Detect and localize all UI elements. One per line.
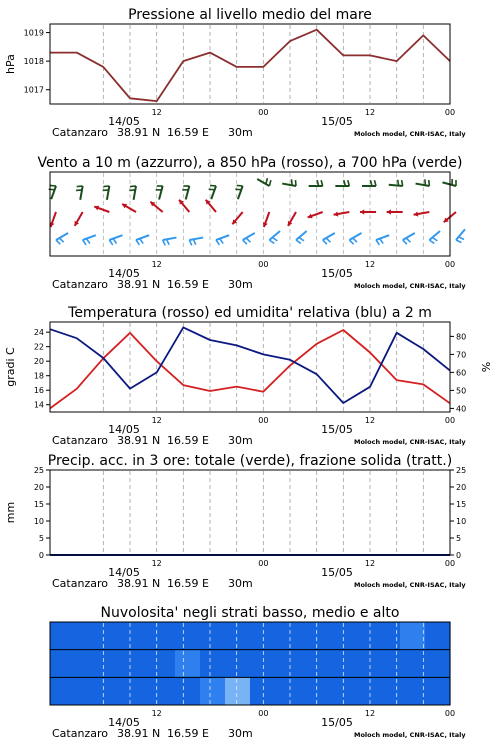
hour-tick-label: 00 xyxy=(444,416,456,425)
wind-barb-10m xyxy=(269,231,280,243)
wind-barb-feather xyxy=(425,179,426,185)
wind-barb-10m xyxy=(163,238,177,246)
wind-barb-shaft xyxy=(216,235,229,240)
model-credit: Moloch model, CNR-ISAC, Italy xyxy=(354,731,466,739)
cloud-cell-medio xyxy=(175,650,201,678)
cloud-cell-alto xyxy=(300,622,326,650)
precip-ytick-label: 5 xyxy=(38,534,44,543)
wind-barb-feather xyxy=(59,238,63,242)
hour-tick-label: 00 xyxy=(258,709,269,718)
wind-barb-feather xyxy=(209,189,215,190)
station-longitude: 16.59 E xyxy=(167,434,209,447)
wind-barb-700hpa xyxy=(257,178,271,186)
wind-barb-feather xyxy=(216,240,219,245)
hour-tick-label: 12 xyxy=(151,559,162,568)
hour-tick-label: 12 xyxy=(151,416,162,425)
hour-tick-label: 00 xyxy=(444,709,456,718)
hour-tick-label: 00 xyxy=(444,108,456,117)
wind-barb-shaft xyxy=(83,235,96,240)
hour-tick-label: 12 xyxy=(364,416,376,425)
cloud-cell-medio xyxy=(425,650,451,678)
temperature-ylabel: gradi C xyxy=(4,347,17,387)
wind-barb-10m xyxy=(456,229,465,242)
wind-barb-10m xyxy=(429,231,440,243)
date-label: 14/05 xyxy=(108,716,140,729)
wind-barb-head xyxy=(387,209,391,214)
wind-barb-shaft xyxy=(403,233,415,240)
chart-title: Nuvolosita' negli strati basso, medio e alto xyxy=(100,605,400,621)
wind-barb-shaft xyxy=(109,235,122,240)
cloud-cell-medio xyxy=(250,650,276,678)
wind-barb-feather xyxy=(349,240,353,244)
wind-barb-850hpa xyxy=(334,211,350,216)
wind-barb-feather xyxy=(459,237,464,240)
wind-barb-feather xyxy=(299,237,304,240)
wind-barb-feather xyxy=(83,240,86,245)
station-altitude: 30m xyxy=(228,577,253,590)
chart-title: Pressione al livello medio del mare xyxy=(128,7,372,23)
wind-barb-shaft xyxy=(56,233,68,240)
precip-ytick-label-right: 15 xyxy=(456,500,467,509)
wind-barb-10m xyxy=(136,235,149,245)
wind-barb-feather xyxy=(406,238,410,242)
cloud-cell-basso xyxy=(75,677,101,705)
date-label: 15/05 xyxy=(321,115,353,128)
hour-tick-label: 12 xyxy=(151,260,162,269)
wind-barb-850hpa xyxy=(94,206,109,212)
hour-tick-label: 00 xyxy=(258,559,269,568)
wind-barb-850hpa xyxy=(263,212,269,227)
wind-barb-feather xyxy=(210,185,216,186)
precip-ytick-label: 20 xyxy=(33,483,44,492)
humidity-ytick-label-right: 40 xyxy=(456,404,467,414)
wind-barb-shaft xyxy=(376,235,389,240)
cloud-cell-medio xyxy=(100,650,126,678)
wind-barb-shaft xyxy=(186,186,190,200)
wind-barb-feather xyxy=(246,238,250,242)
wind-barb-10m xyxy=(216,235,229,245)
wind-barb-feather xyxy=(235,189,241,190)
pressure-ytick-label: 1019 xyxy=(23,28,44,38)
cloud-cell-medio xyxy=(50,650,76,678)
station-latitude: 38.91 N xyxy=(117,727,161,740)
hour-tick-label: 00 xyxy=(258,108,269,117)
wind-barb-10m xyxy=(349,233,361,244)
wind-barb-shaft xyxy=(238,186,243,199)
station-name: Catanzaro xyxy=(52,727,108,740)
humidity-ytick-label-right: 70 xyxy=(456,350,467,360)
pressure-line xyxy=(50,30,450,101)
station-latitude: 38.91 N xyxy=(117,434,161,447)
cloud-cell-basso xyxy=(100,677,126,705)
wind-barb-feather xyxy=(167,239,170,244)
wind-barb-850hpa xyxy=(360,209,376,214)
wind-barb-850hpa xyxy=(179,200,189,212)
wind-barb-shaft xyxy=(323,233,335,240)
wind-barb-shaft xyxy=(416,184,430,186)
wind-barb-shaft xyxy=(282,184,296,186)
hour-tick-label: 12 xyxy=(364,559,376,568)
cloud-cell-alto xyxy=(100,622,126,650)
wind-barb-shaft xyxy=(80,186,82,200)
wind-barb-feather xyxy=(429,240,434,243)
cloud-cell-medio xyxy=(75,650,101,678)
cloud-cell-alto xyxy=(150,622,176,650)
precip-ytick-label-right: 25 xyxy=(456,466,467,475)
wind-barb-feather xyxy=(189,240,192,245)
cloud-cell-alto xyxy=(325,622,351,650)
cloud-cell-medio xyxy=(150,650,176,678)
cloud-cell-alto xyxy=(175,622,201,650)
cloud-cell-alto xyxy=(125,622,151,650)
wind-barb-850hpa xyxy=(75,212,83,226)
cloud-cell-basso xyxy=(175,677,201,705)
precip-ytick-label: 10 xyxy=(33,517,44,526)
hour-tick-label: 00 xyxy=(258,260,269,269)
cloud-cell-basso xyxy=(150,677,176,705)
wind-barb-shaft xyxy=(107,186,109,200)
wind-barb-head xyxy=(360,209,364,214)
station-name: Catanzaro xyxy=(52,126,108,139)
hour-tick-label: 12 xyxy=(364,260,376,269)
wind-barb-feather xyxy=(76,190,82,191)
pressure-frame xyxy=(50,24,450,104)
wind-barb-700hpa xyxy=(282,179,296,186)
wind-barb-feather xyxy=(269,240,274,243)
precip-ytick-label-right: 0 xyxy=(456,551,462,560)
wind-barb-10m xyxy=(323,233,335,244)
cloud-cell-basso xyxy=(350,677,376,705)
date-label: 15/05 xyxy=(321,566,353,579)
cloud-cell-alto xyxy=(75,622,101,650)
temperature-ytick-label: 22 xyxy=(33,342,44,352)
hour-tick-label: 12 xyxy=(151,108,162,117)
wind-barb-700hpa xyxy=(362,180,376,186)
wind-barb-feather xyxy=(243,240,247,244)
wind-barb-850hpa xyxy=(414,211,430,216)
cloud-cell-basso xyxy=(125,677,151,705)
wind-barb-feather xyxy=(130,186,136,187)
hour-tick-label: 00 xyxy=(444,559,456,568)
date-label: 14/05 xyxy=(108,267,140,280)
wind-barb-850hpa xyxy=(122,204,136,212)
pressure-ytick-label: 1017 xyxy=(23,85,44,95)
station-latitude: 38.91 N xyxy=(117,278,161,291)
wind-barb-feather xyxy=(220,239,223,244)
hour-tick-label: 12 xyxy=(151,709,162,718)
cloud-cell-medio xyxy=(300,650,326,678)
cloud-cell-medio xyxy=(325,650,351,678)
cloud-cell-alto xyxy=(225,622,251,650)
cloud-cell-alto xyxy=(350,622,376,650)
temperature-ytick-label: 20 xyxy=(33,357,44,367)
hour-tick-label: 00 xyxy=(444,260,456,269)
wind-barb-shaft xyxy=(442,182,456,186)
wind-barb-700hpa xyxy=(416,179,430,186)
wind-barb-feather xyxy=(326,238,330,242)
temperature-ytick-label: 24 xyxy=(33,328,44,338)
temperature-ytick-label: 18 xyxy=(33,371,44,381)
wind-barb-feather xyxy=(266,178,268,184)
wind-barb-850hpa xyxy=(308,212,323,218)
cloud-cell-basso xyxy=(50,677,76,705)
humidity-ytick-label-right: 50 xyxy=(456,386,467,396)
wind-barb-feather xyxy=(103,190,109,191)
wind-barb-feather xyxy=(113,239,116,244)
wind-barb-700hpa xyxy=(389,180,403,186)
cloud-cell-medio xyxy=(200,650,226,678)
wind-barb-850hpa xyxy=(50,212,56,227)
wind-barb-shaft xyxy=(389,185,403,186)
cloud-cell-medio xyxy=(275,650,301,678)
model-credit: Moloch model, CNR-ISAC, Italy xyxy=(354,282,466,290)
pressure-ytick-label: 1018 xyxy=(23,57,44,67)
station-altitude: 30m xyxy=(228,727,253,740)
wind-barb-shaft xyxy=(189,238,203,240)
wind-barb-feather xyxy=(296,240,301,243)
station-longitude: 16.59 E xyxy=(167,577,209,590)
wind-barb-feather xyxy=(429,180,430,186)
precip-ytick-label: 0 xyxy=(38,551,44,560)
date-label: 15/05 xyxy=(321,267,353,280)
humidity-line xyxy=(50,327,450,403)
pressure-ylabel: hPa xyxy=(4,54,17,74)
wind-barb-feather xyxy=(193,239,196,244)
precip-ytick-label-right: 20 xyxy=(456,483,467,492)
precip-ylabel: mm xyxy=(4,501,17,524)
station-longitude: 16.59 E xyxy=(167,727,209,740)
precip-ytick-label: 25 xyxy=(33,466,44,475)
wind-barb-feather xyxy=(432,237,437,240)
date-label: 14/05 xyxy=(108,115,140,128)
wind-barb-feather xyxy=(269,180,271,186)
cloud-cell-alto xyxy=(200,622,226,650)
wind-barb-850hpa xyxy=(387,209,403,214)
cloud-cell-medio xyxy=(225,650,251,678)
cloud-cell-alto xyxy=(425,622,451,650)
cloud-cell-basso xyxy=(400,677,426,705)
wind-barb-700hpa xyxy=(309,180,323,186)
chart-title: Temperatura (rosso) ed umidita' relativa (blu) a 2 m xyxy=(68,305,432,321)
wind-barb-feather xyxy=(136,240,139,245)
wind-barb-feather xyxy=(295,180,296,186)
cloud-cell-medio xyxy=(125,650,151,678)
cloud-cell-medio xyxy=(400,650,426,678)
model-credit: Moloch model, CNR-ISAC, Italy xyxy=(354,581,466,589)
cloud-cell-alto xyxy=(250,622,276,650)
hour-tick-label: 00 xyxy=(258,416,269,425)
wind-barb-feather xyxy=(163,240,166,245)
wind-barb-10m xyxy=(83,235,96,245)
model-credit: Moloch model, CNR-ISAC, Italy xyxy=(354,438,466,446)
wind-barb-700hpa xyxy=(335,180,349,186)
humidity-ytick-label-right: 80 xyxy=(456,332,467,342)
wind-barb-feather xyxy=(376,240,379,245)
wind-barb-shaft xyxy=(163,238,177,240)
cloud-cell-alto xyxy=(50,622,76,650)
station-latitude: 38.91 N xyxy=(117,126,161,139)
wind-barb-feather xyxy=(398,180,399,186)
station-name: Catanzaro xyxy=(52,434,108,447)
precip-ytick-label-right: 10 xyxy=(456,517,467,526)
wind-barb-10m xyxy=(403,233,415,244)
wind-barb-700hpa xyxy=(76,186,83,200)
wind-barb-shaft xyxy=(136,235,149,240)
temperature-ytick-label: 16 xyxy=(33,386,44,396)
wind-barb-10m xyxy=(56,233,68,244)
cloud-cell-medio xyxy=(350,650,376,678)
wind-barb-feather xyxy=(56,240,60,244)
wind-barb-10m xyxy=(243,233,255,244)
cloud-cell-basso xyxy=(225,677,251,705)
cloud-cell-basso xyxy=(250,677,276,705)
wind-barb-feather xyxy=(403,240,407,244)
wind-barb-shaft xyxy=(243,233,255,240)
wind-barb-shaft xyxy=(134,186,136,200)
station-longitude: 16.59 E xyxy=(167,126,209,139)
cloud-cell-basso xyxy=(425,677,451,705)
wind-barb-850hpa xyxy=(232,212,242,224)
wind-barb-10m xyxy=(109,235,122,245)
date-label: 14/05 xyxy=(108,423,140,436)
wind-barb-feather xyxy=(456,240,461,243)
wind-barb-10m xyxy=(376,235,389,245)
wind-barb-feather xyxy=(77,186,83,187)
wind-barb-feather xyxy=(50,185,56,186)
wind-barb-shaft xyxy=(349,233,361,240)
wind-barb-feather xyxy=(323,240,327,244)
wind-barb-feather xyxy=(292,179,293,185)
cloud-cell-basso xyxy=(200,677,226,705)
wind-barb-850hpa xyxy=(206,200,216,212)
wind-barb-10m xyxy=(296,231,307,243)
temperature-ytick-label: 14 xyxy=(33,400,44,410)
wind-barb-feather xyxy=(103,186,109,187)
wind-barb-feather xyxy=(237,185,243,186)
wind-barb-shaft xyxy=(159,186,163,200)
wind-barb-feather xyxy=(353,238,357,242)
cloud-cell-alto xyxy=(400,622,426,650)
station-altitude: 30m xyxy=(228,126,253,139)
station-altitude: 30m xyxy=(228,278,253,291)
wind-barb-10m xyxy=(189,238,203,246)
model-credit: Moloch model, CNR-ISAC, Italy xyxy=(354,130,466,138)
precip-frame xyxy=(50,470,450,555)
wind-barb-feather xyxy=(272,237,277,240)
humidity-ylabel: % xyxy=(480,361,493,373)
chart-title: Precip. acc. in 3 ore: totale (verde), frazione solida (tratt.) xyxy=(47,453,453,469)
wind-barb-feather xyxy=(109,240,112,245)
date-label: 14/05 xyxy=(108,566,140,579)
cloud-cell-basso xyxy=(325,677,351,705)
date-label: 15/05 xyxy=(321,716,353,729)
wind-barb-850hpa xyxy=(288,212,296,226)
temperature-line xyxy=(50,330,450,408)
humidity-ytick-label-right: 60 xyxy=(456,368,467,378)
station-longitude: 16.59 E xyxy=(167,278,209,291)
hour-tick-label: 12 xyxy=(364,709,376,718)
precip-ytick-label: 15 xyxy=(33,500,44,509)
wind-barb-feather xyxy=(402,180,403,186)
hour-tick-label: 12 xyxy=(364,108,376,117)
wind-barb-700hpa xyxy=(442,179,456,186)
station-name: Catanzaro xyxy=(52,278,108,291)
station-latitude: 38.91 N xyxy=(117,577,161,590)
wind-barb-feather xyxy=(140,239,143,244)
wind-barb-feather xyxy=(129,190,135,191)
date-label: 15/05 xyxy=(321,423,353,436)
wind-barb-feather xyxy=(86,239,89,244)
precip-ytick-label-right: 5 xyxy=(456,534,462,543)
wind-barb-feather xyxy=(380,239,383,244)
chart-title: Vento a 10 m (azzurro), a 850 hPa (rosso), a 700 hPa (verde) xyxy=(37,155,463,171)
station-name: Catanzaro xyxy=(52,577,108,590)
wind-barb-shaft xyxy=(211,186,216,199)
cloud-cell-alto xyxy=(275,622,301,650)
cloud-cell-basso xyxy=(275,677,301,705)
station-altitude: 30m xyxy=(228,434,253,447)
cloud-cell-basso xyxy=(300,677,326,705)
wind-barb-shaft xyxy=(51,186,56,199)
